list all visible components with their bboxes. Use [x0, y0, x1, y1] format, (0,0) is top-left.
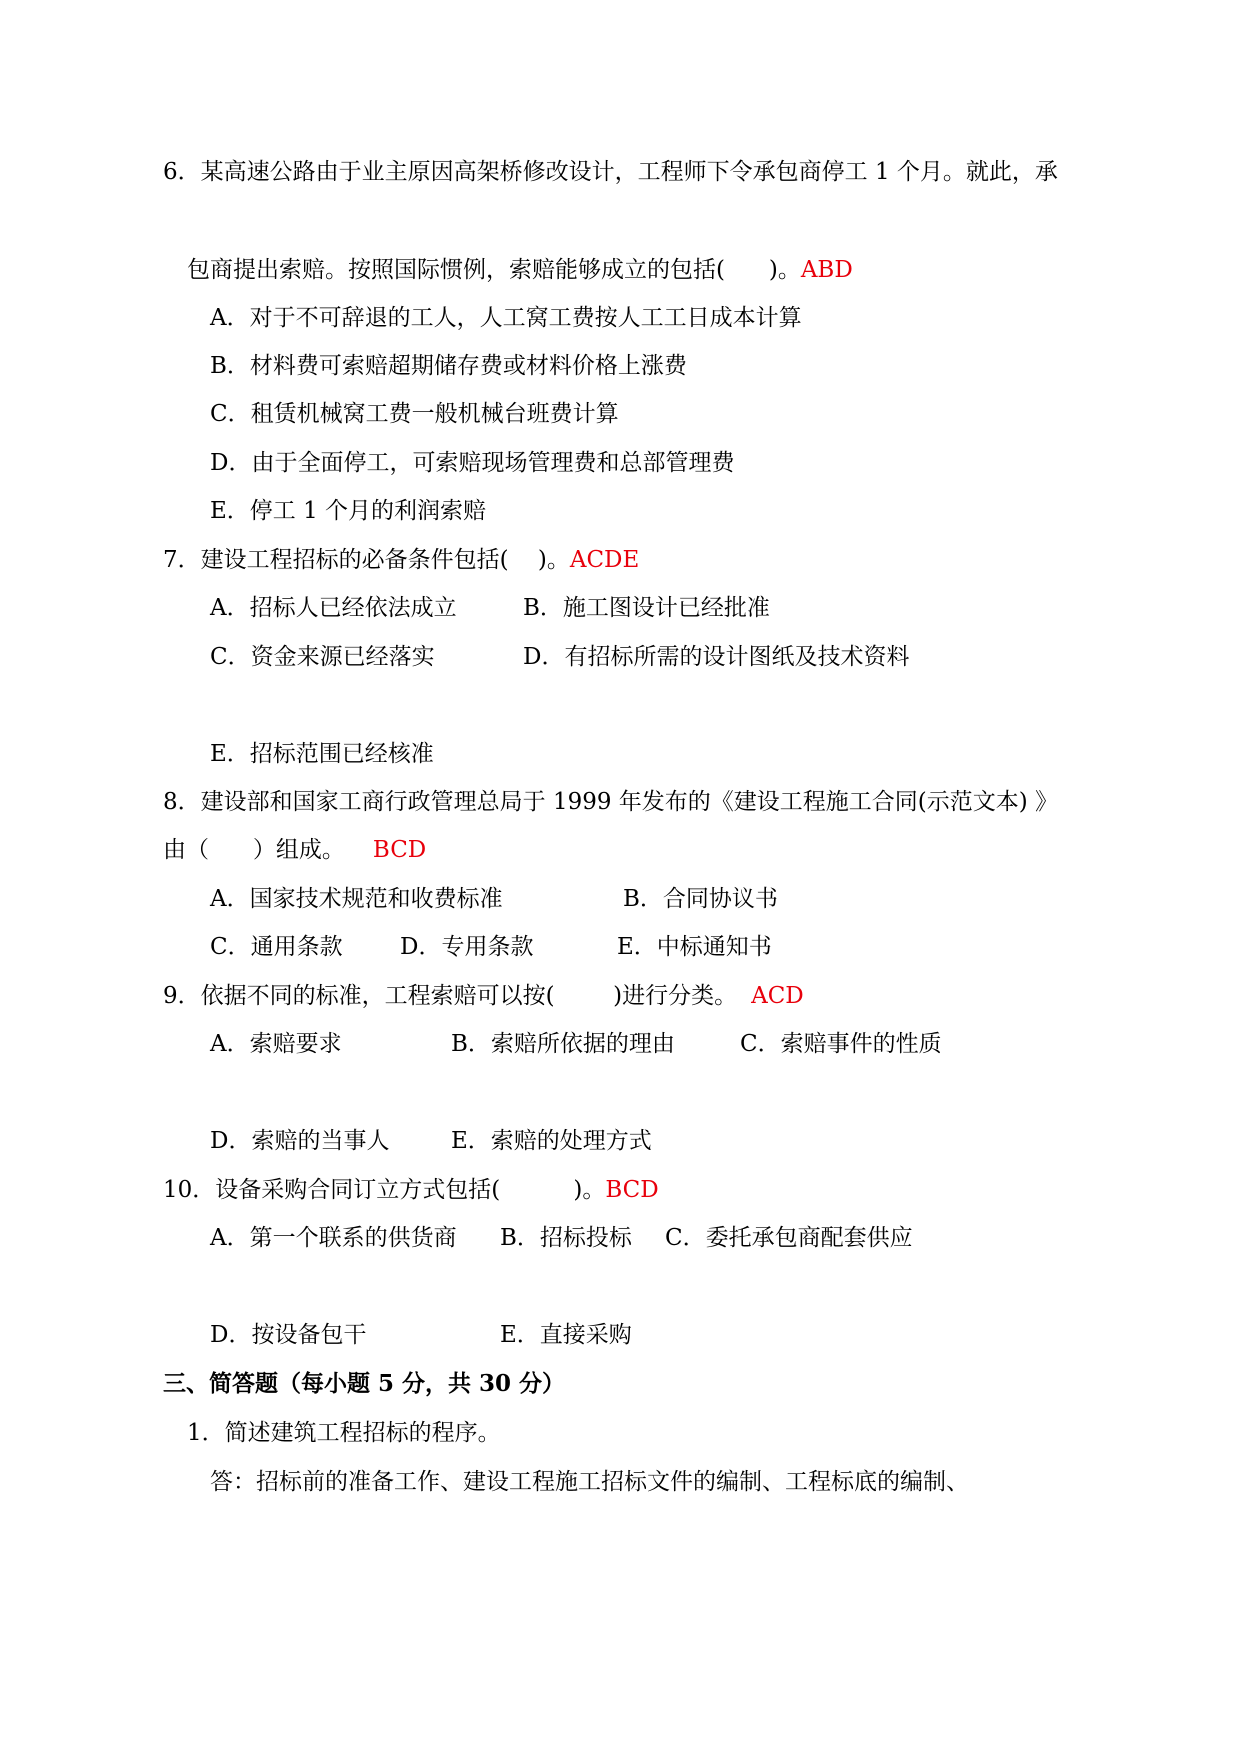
- q9-option-e: E．索赔的处理方式: [451, 1128, 652, 1154]
- q6-option-c: C．租赁机械窝工费一般机械台班费计算: [210, 401, 619, 427]
- q10-option-c: C．委托承包商配套供应: [665, 1225, 913, 1251]
- q8-option-a: A．国家技术规范和收费标准: [210, 886, 503, 912]
- q9-answer: ACD: [751, 983, 804, 1009]
- q9-stem: [163, 981, 804, 1011]
- q10-stem-text: 10．设备采购合同订立方式包括( )。: [163, 1177, 606, 1203]
- q8-option-b: B．合同协议书: [623, 886, 778, 912]
- q8-answer: BCD: [372, 837, 427, 863]
- q9-stem-text: 9．依据不同的标准，工程索赔可以按( )进行分类。: [163, 983, 738, 1009]
- q8-option-e: E．中标通知书: [617, 934, 772, 960]
- q7-option-a: A．招标人已经依法成立: [210, 595, 457, 621]
- section3-heading: 三、简答题（每小题 5 分，共 30 分）: [163, 1370, 566, 1397]
- q6-stem-text: 包商提出索赔。按照国际惯例，索赔能够成立的包括( )。: [187, 257, 801, 283]
- q10-stem: [163, 1175, 659, 1205]
- q7-stem-text: 7．建设工程招标的必备条件包括( )。: [163, 547, 570, 573]
- q7-option-e: E．招标范围已经核准: [210, 741, 434, 767]
- q8-stem-text: 由（ ）组成。: [163, 837, 345, 863]
- q9-option-b: B．索赔所依据的理由: [451, 1031, 675, 1057]
- q9-option-c: C．索赔事件的性质: [740, 1031, 942, 1057]
- q6-option-a: A．对于不可辞退的工人，人工窝工费按人工工日成本计算: [210, 305, 802, 331]
- q8-option-c: C．通用条款: [210, 934, 343, 960]
- q6-stem-line1: 6．某高速公路由于业主原因高架桥修改设计，工程师下令承包商停工 1 个月。就此，承: [163, 159, 1058, 185]
- q8-option-d: D．专用条款: [400, 934, 534, 960]
- q10-answer: BCD: [605, 1177, 659, 1203]
- q6-stem-line2: [187, 255, 853, 285]
- q7-option-c: C．资金来源已经落实: [210, 644, 435, 670]
- q7-option-b: B．施工图设计已经批准: [523, 595, 770, 621]
- section3-q1: 1．简述建筑工程招标的程序。: [187, 1420, 501, 1446]
- section3-a1: 答：招标前的准备工作、建设工程施工招标文件的编制、工程标底的编制、: [210, 1469, 969, 1495]
- q6-option-d: D．由于全面停工，可索赔现场管理费和总部管理费: [210, 450, 735, 476]
- q8-stem-line2: [163, 835, 426, 865]
- q8-stem-line1: 8．建设部和国家工商行政管理总局于 1999 年发布的《建设工程施工合同(示范文本) 》: [163, 789, 1059, 815]
- q7-option-d: D．有招标所需的设计图纸及技术资料: [523, 644, 910, 670]
- q10-option-a: A．第一个联系的供货商: [210, 1225, 457, 1251]
- q10-option-b: B．招标投标: [500, 1225, 632, 1251]
- q7-stem: [163, 545, 639, 575]
- q10-option-d: D．按设备包干: [210, 1322, 367, 1348]
- q6-option-b: B．材料费可索赔超期储存费或材料价格上涨费: [210, 353, 687, 379]
- q7-answer: ACDE: [569, 547, 640, 573]
- q9-option-d: D．索赔的当事人: [210, 1128, 390, 1154]
- q10-option-e: E．直接采购: [500, 1322, 632, 1348]
- q6-answer: ABD: [800, 257, 853, 283]
- q6-option-e: E．停工 1 个月的利润索赔: [210, 498, 487, 524]
- q9-option-a: A．索赔要求: [210, 1031, 342, 1057]
